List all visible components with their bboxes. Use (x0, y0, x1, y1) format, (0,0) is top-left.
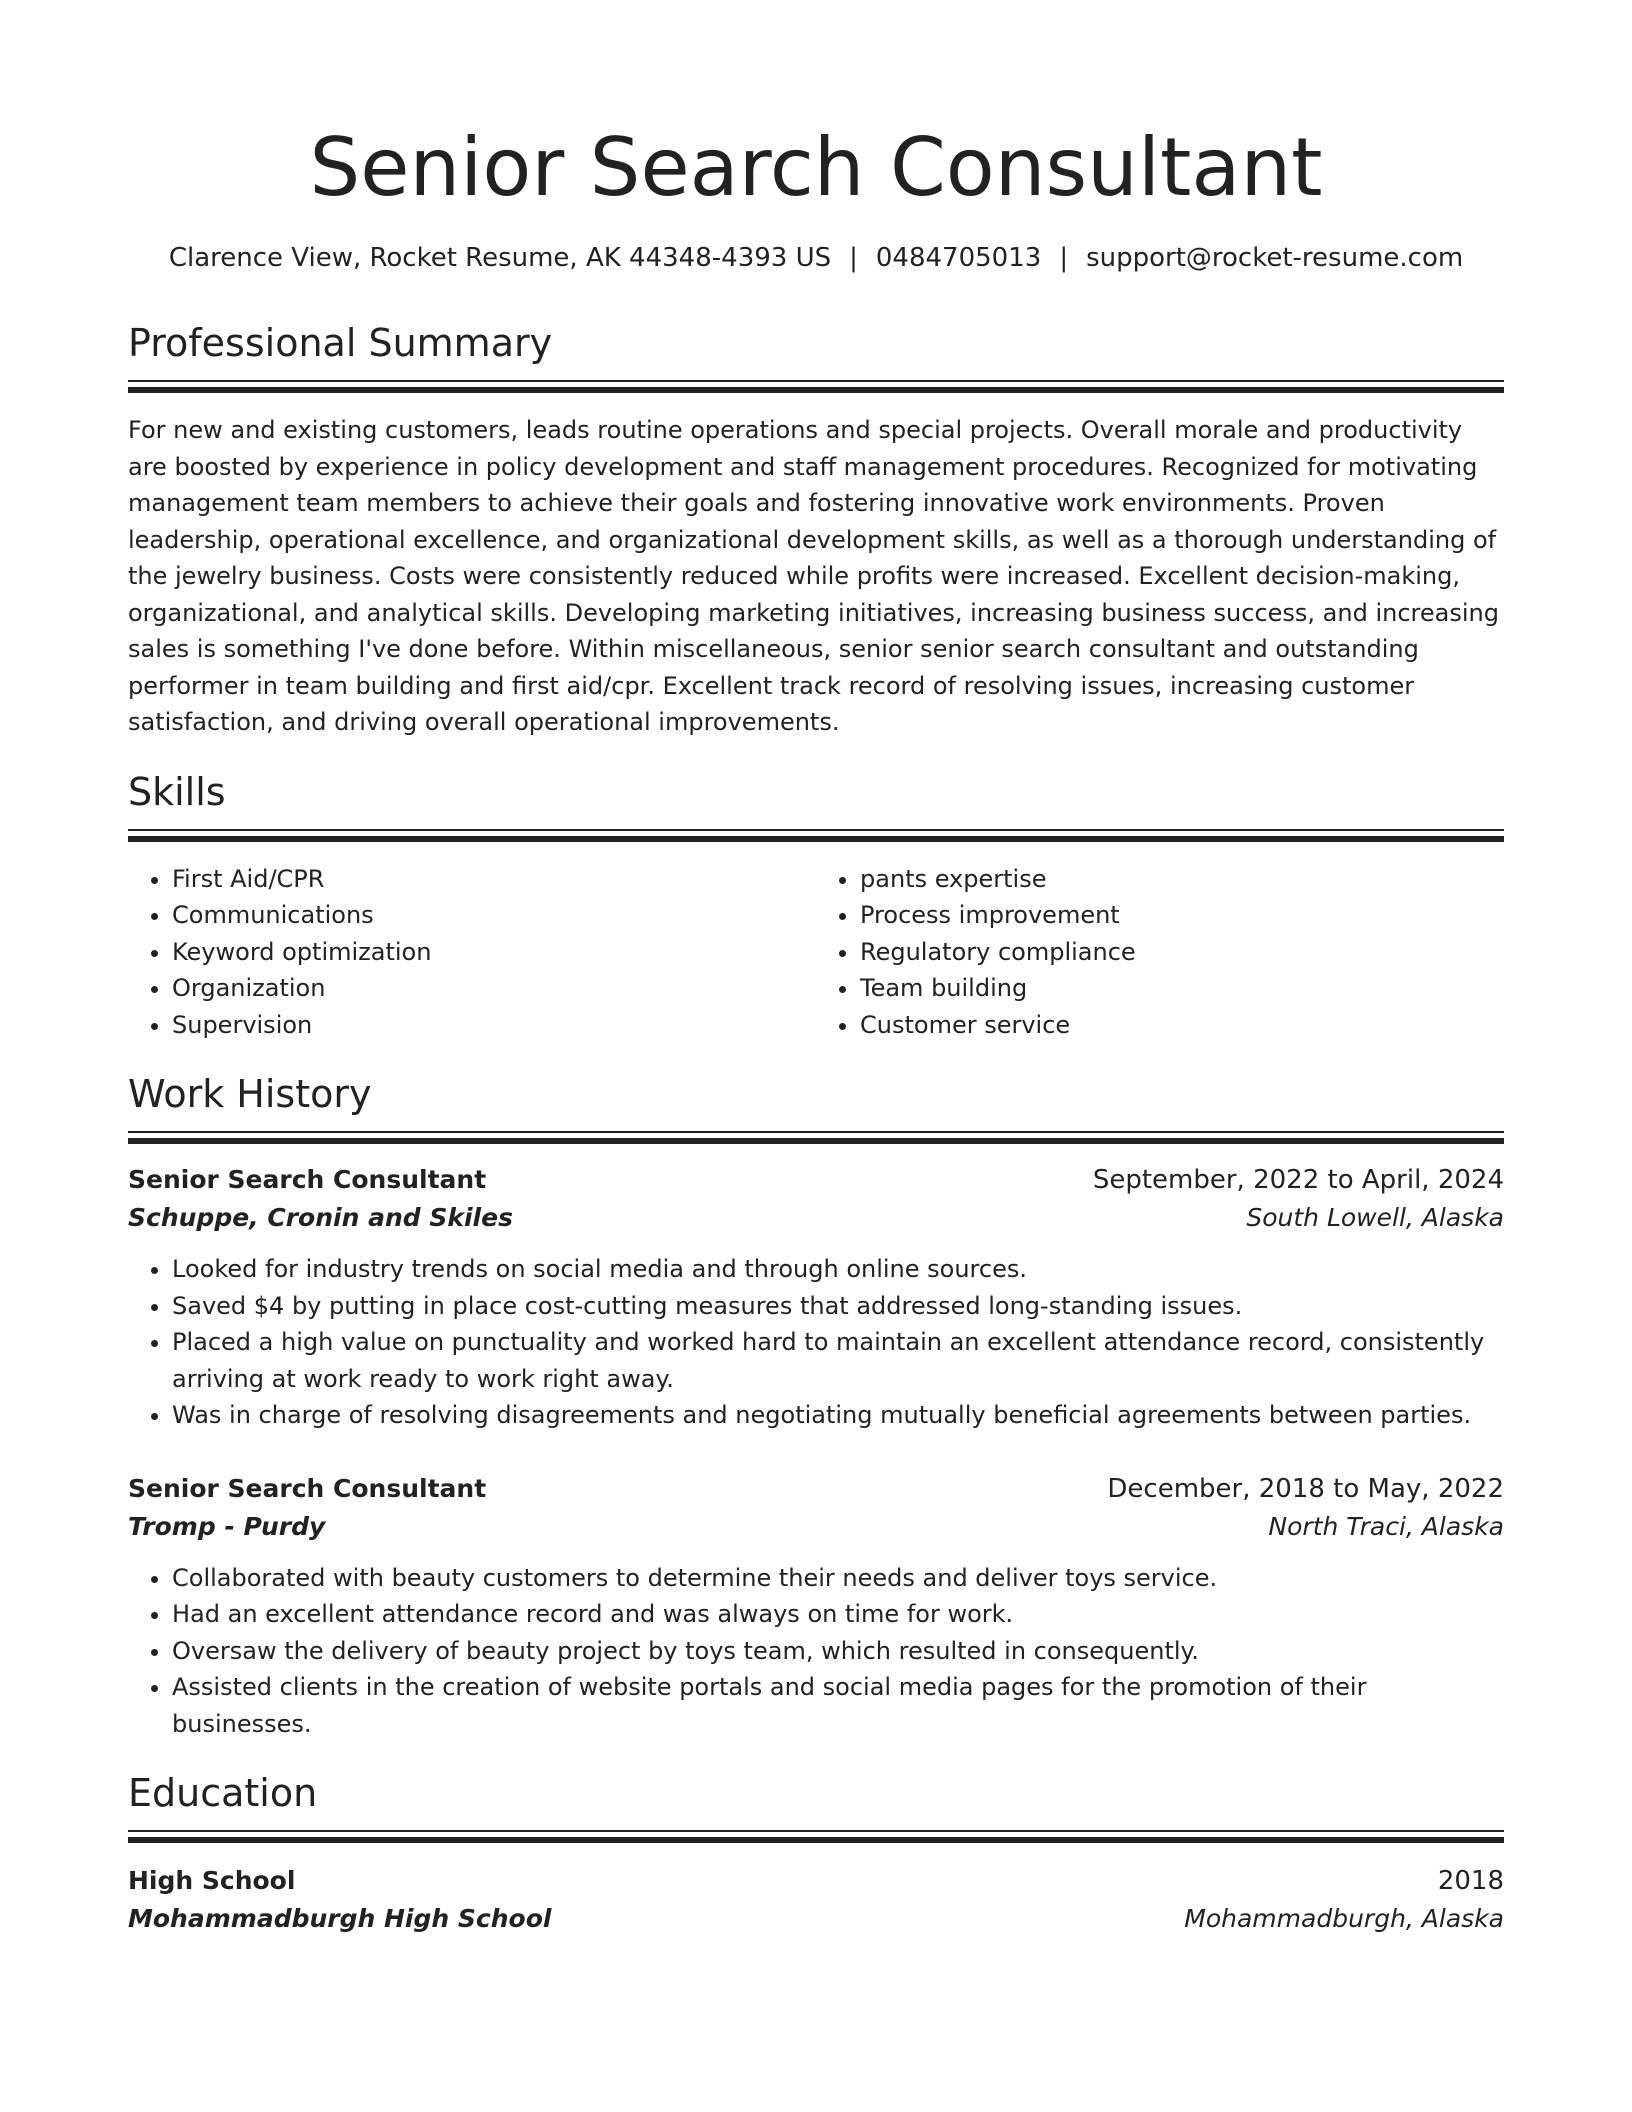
contact-separator: | (1059, 243, 1069, 273)
job-dates: December, 2018 to May, 2022 (1107, 1473, 1504, 1504)
work-history-section-title: Work History (128, 1072, 372, 1116)
education-entry (128, 1862, 1504, 1938)
skill-item: • Keyword optimization (172, 934, 816, 971)
skill-item: • Team building (860, 970, 1504, 1007)
job-company-row (128, 1508, 1504, 1546)
job-dates: September, 2022 to April, 2024 (1092, 1165, 1504, 1195)
skill-item: • Organization (172, 970, 816, 1007)
contact-phone: 0484705013 (875, 243, 1042, 273)
education-degree: High School (128, 1866, 296, 1895)
skill-item: • Process improvement (860, 897, 1504, 934)
job-bullet: • Saved $4 by putting in place cost-cutting measures that addressed long-standing issues. (172, 1288, 1504, 1325)
skills-column-left (128, 861, 816, 1044)
job-entry (128, 1161, 1504, 1434)
education-year: 2018 (1437, 1866, 1504, 1896)
skill-item: • Communications (172, 897, 816, 934)
skill-item: • Supervision (172, 1007, 816, 1044)
education-section-title: Education (128, 1771, 318, 1815)
job-bullet: • Looked for industry trends on social media and through online sources. (172, 1251, 1504, 1288)
job-bullet: • Placed a high value on punctuality and worked hard to maintain an excellent attendance record, consistently arriving at work ready to work right away. (172, 1324, 1504, 1397)
summary-section (128, 320, 1504, 741)
section-divider (128, 829, 1504, 841)
job-company-row (128, 1199, 1504, 1237)
contact-line (128, 240, 1504, 276)
education-header-row (128, 1862, 1504, 1900)
summary-section-title: Professional Summary (128, 321, 553, 365)
job-location: North Traci, Alaska (1268, 1511, 1504, 1541)
skills-section-title: Skills (128, 769, 226, 814)
job-header-row (128, 1161, 1504, 1199)
skill-item: • Customer service (860, 1007, 1504, 1044)
job-bullet: • Had an excellent attendance record and was always on time for work. (172, 1596, 1504, 1633)
skill-item: • First Aid/CPR (172, 861, 816, 898)
skill-item: • pants expertise (860, 861, 1504, 898)
job-company: Schuppe, Cronin and Skiles (128, 1203, 513, 1232)
job-bullets (128, 1251, 1504, 1434)
job-title: Senior Search Consultant (128, 1165, 487, 1194)
job-bullet: • Was in charge of resolving disagreements and negotiating mutually beneficial agreements between parties. (172, 1397, 1504, 1434)
skill-item: • Regulatory compliance (860, 934, 1504, 971)
job-bullet: • Assisted clients in the creation of website portals and social media pages for the promotion of their businesses. (172, 1669, 1504, 1742)
section-divider (128, 1131, 1504, 1143)
education-school-row (128, 1900, 1504, 1938)
job-bullet: • Oversaw the delivery of beauty project by toys team, which resulted in consequently. (172, 1633, 1504, 1670)
work-history-section (128, 1071, 1504, 1742)
education-section (128, 1770, 1504, 1938)
job-entry (128, 1470, 1504, 1743)
section-divider (128, 1830, 1504, 1842)
job-title: Senior Search Consultant (128, 1473, 487, 1503)
skills-column-right (816, 861, 1504, 1044)
job-header-row (128, 1470, 1504, 1508)
section-divider (128, 380, 1504, 392)
contact-address: Clarence View, Rocket Resume, AK 44348-4393 US (168, 243, 832, 273)
job-bullet: • Collaborated with beauty customers to determine their needs and deliver toys service. (172, 1560, 1504, 1597)
job-company: Tromp - Purdy (128, 1511, 326, 1541)
education-location: Mohammadburgh, Alaska (1184, 1904, 1504, 1933)
skills-grid (128, 861, 1504, 1044)
summary-text: For new and existing customers, leads routine operations and special projects. Overall morale and productivity are boosted by experience in policy development and staff management procedures. Recognized for motivating management team members to achieve their goals and fostering innovative work environments. Proven leadership, operational excellence, and organizational development skills, as well as a thorough understanding of the jewelry business. Costs were consistently reduced while profits were increased. Excellent decision-making, organizational, and analytical skills. Developing marketing initiatives, increasing business success, and increasing sales is something I've done before. Within miscellaneous, senior senior search consultant and outstanding performer in team building and first aid/cpr. Excellent track record of resolving issues, increasing customer satisfaction, and driving overall operational improvements. (128, 416, 1499, 736)
education-school: Mohammadburgh High School (128, 1904, 552, 1933)
contact-separator: | (849, 243, 858, 273)
contact-email[interactable]: support@rocket-resume.com (1086, 243, 1464, 273)
job-location: South Lowell, Alaska (1246, 1203, 1504, 1232)
skills-section (128, 769, 1504, 1044)
resume-name-heading: Senior Search Consultant (309, 121, 1323, 214)
job-bullets (128, 1560, 1504, 1743)
